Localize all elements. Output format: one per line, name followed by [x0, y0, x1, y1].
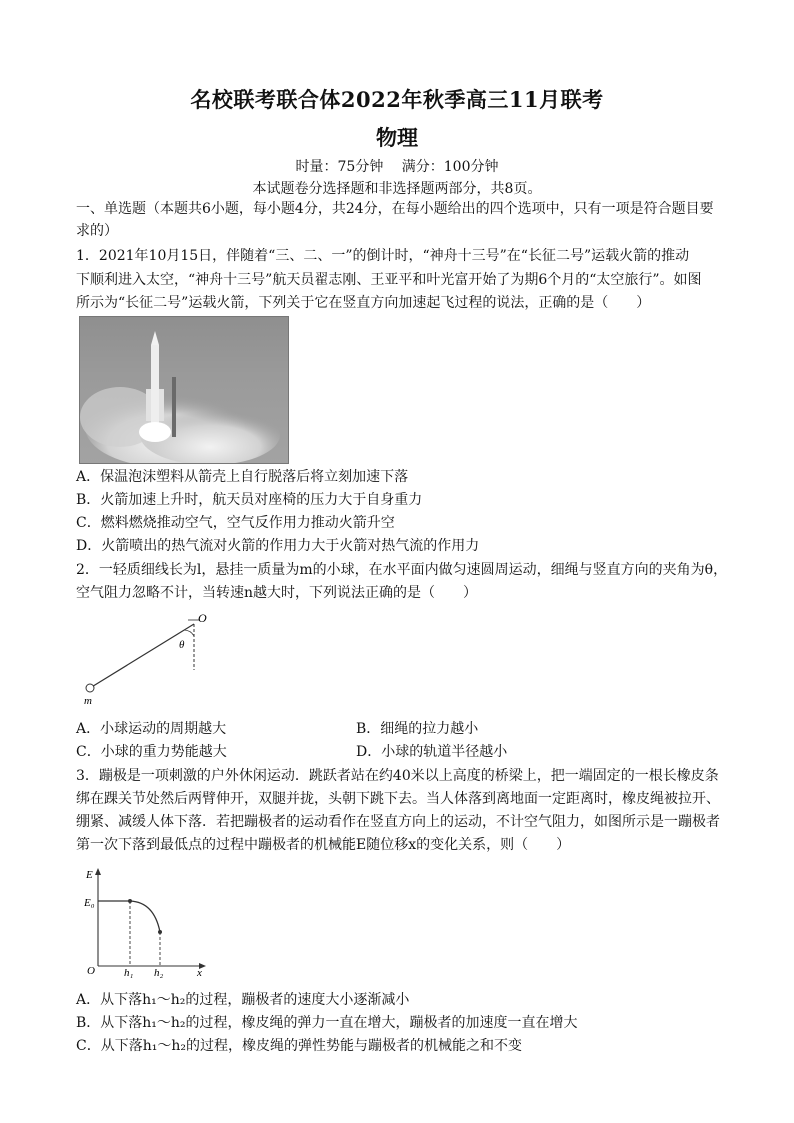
string-line [90, 624, 194, 688]
x-axis-label: x [197, 967, 202, 978]
q3-text-line4: 第一次下落到最低点的过程中蹦极者的机械能E随位移x的变化关系，则（ ） [76, 837, 571, 853]
energy-displacement-graph [84, 866, 214, 978]
q3-option-b: B．从下落h₁～h₂的过程，橡皮绳的弹力一直在增大，蹦极者的加速度一直在增大 [76, 1015, 578, 1031]
e0-label: E₀ [84, 897, 95, 909]
q1-option-b: B．火箭加速上升时，航天员对座椅的压力大于自身重力 [76, 492, 423, 508]
q1-text-line1: 1．2021年10月15日，伴随着“三、二、一”的倒计时，“神舟十三号”在“长征二号”运载火箭的推动 [76, 248, 690, 264]
paper-info: 本试题卷分选择题和非选择题两部分，共8页。 [252, 181, 542, 197]
q2-text-line2: 空气阻力忽略不计，当转速n越大时，下列说法正确的是（ ） [76, 585, 478, 601]
exam-title: 名校联考联合体2022年秋季高三11月联考 [190, 87, 604, 112]
y-axis-arrow [95, 868, 101, 875]
q3-text-line3: 绷紧、减缓人体下落．若把蹦极者的运动看作在竖直方向上的运动，不计空气阻力，如图所示是一蹦极者 [76, 814, 720, 830]
q3-text-line1: 3．蹦极是一项刺激的户外休闲运动．跳跃者站在约40米以上高度的桥梁上，把一端固定的一根长橡皮条 [76, 768, 719, 784]
subject-title: 物理 [376, 125, 418, 150]
rocket-launch-photo [79, 316, 289, 464]
angle-arc [184, 630, 194, 636]
decreasing-energy-curve [130, 901, 160, 932]
q3-text-line2: 绑在踝关节处然后两臂伸开，双腿并拢，头朝下跳下去。当人体落到离地面一定距离时，橡皮绳被拉开、 [76, 791, 720, 807]
q3-option-c: C．从下落h₁～h₂的过程，橡皮绳的弹性势能与蹦极者的机械能之和不变 [76, 1038, 522, 1054]
q1-option-a: A．保温泡沫塑料从箭壳上自行脱落后将立刻加速下落 [76, 469, 409, 485]
origin-label: O [87, 965, 95, 977]
q2-text-line1: 2．一轻质细线长为l，悬挂一质量为m的小球，在水平面内做匀速圆周运动，细绳与竖直方向的夹角为θ， [76, 562, 728, 578]
q2-option-c: C．小球的重力势能越大 [76, 744, 227, 760]
q3-option-a: A．从下落h₁～h₂的过程，蹦极者的速度大小逐渐减小 [76, 992, 410, 1008]
q2-option-a: A．小球运动的周期越大 [76, 721, 227, 737]
h1-label: h₁ [124, 967, 134, 978]
pendulum-diagram [80, 610, 220, 710]
time-info: 时量：75分钟 满分：100分钟 [295, 159, 499, 175]
section-heading-line1: 一、单选题（本题共6小题，每小题4分，共24分，在每小题给出的四个选项中，只有一项是符合题目要 [76, 201, 714, 217]
q2-option-b: B．细绳的拉力越小 [356, 721, 479, 737]
q1-text-line3: 所示为“长征二号”运载火箭，下列关于它在竖直方向加速起飞过程的说法，正确的是（ ） [76, 295, 651, 311]
h2-label: h₂ [154, 967, 164, 978]
section-heading-line2: 求的） [76, 223, 118, 239]
q1-option-d: D．火箭喷出的热气流对火箭的作用力大于火箭对热气流的作用力 [76, 538, 480, 554]
rocket-illustration [80, 317, 288, 463]
q2-option-d: D．小球的轨道半径越小 [356, 744, 508, 760]
angle-label: θ [179, 639, 185, 651]
q1-option-c: C．燃料燃烧推动空气，空气反作用力推动火箭升空 [76, 515, 395, 531]
mass-label: m [84, 695, 92, 707]
y-axis-label: E [86, 869, 93, 881]
q1-text-line2: 下顺利进入太空，“神舟十三号”航天员翟志刚、王亚平和叶光富开始了为期6个月的“太空旅行”。如图 [76, 272, 702, 288]
ball [86, 684, 94, 692]
pivot-label: O [198, 611, 207, 625]
